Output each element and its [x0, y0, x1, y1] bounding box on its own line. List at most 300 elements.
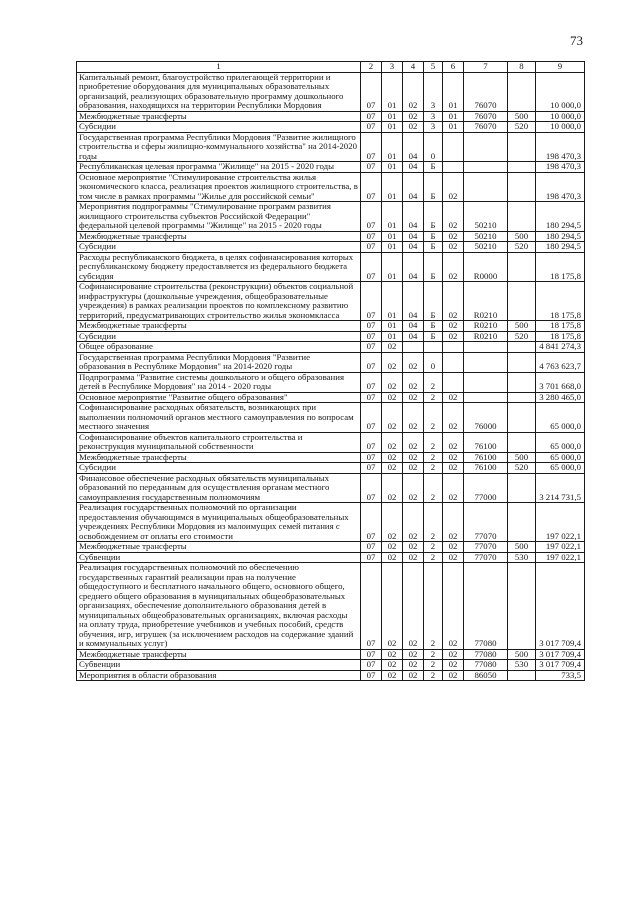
row-code: 02 — [403, 503, 424, 542]
row-code: 02 — [403, 452, 424, 463]
table-row — [77, 122, 585, 133]
row-description: Мероприятия подпрограммы "Стимулирование программ развития жилищного строительства субъектов Российской Федерации" федеральной целевой программы "Жилище" на 2015 - 2020 годы — [77, 202, 361, 232]
row-description: Подпрограмма "Развитие системы дошкольного и общего образования детей в Республике Мордовия" на 2014 - 2020 годы — [77, 372, 361, 392]
row-code: 02 — [443, 552, 464, 563]
row-code — [508, 162, 536, 173]
row-code: 02 — [403, 111, 424, 122]
row-description: Реализация государственных полномочий по организации предоставления обучающимся в муниципальных общеобразовательных учреждениях Республики Мордовия из малоимущих семей питания с освобождением от оплаты его стоимости — [77, 503, 361, 542]
row-description: Государственная программа Республики Мордовия "Развитие образования в Республике Мордовия" на 2014-2020 годы — [77, 352, 361, 372]
row-code — [443, 352, 464, 372]
row-code: 2 — [424, 432, 443, 452]
row-code: 500 — [508, 649, 536, 660]
row-code — [443, 342, 464, 353]
row-code: 02 — [443, 660, 464, 671]
row-code: 76070 — [464, 72, 508, 111]
row-code: 02 — [443, 202, 464, 232]
row-code: 01 — [382, 242, 403, 253]
row-code: 01 — [443, 122, 464, 133]
row-code: 07 — [361, 432, 382, 452]
row-code: 02 — [403, 670, 424, 681]
row-amount: 198 470,3 — [536, 172, 585, 202]
row-amount: 65 000,0 — [536, 463, 585, 474]
row-code: 07 — [361, 252, 382, 282]
row-code: 07 — [361, 473, 382, 503]
row-code: 500 — [508, 542, 536, 553]
row-code: 2 — [424, 463, 443, 474]
row-code: 02 — [443, 649, 464, 660]
row-code: R0000 — [464, 252, 508, 282]
row-code: 02 — [443, 331, 464, 342]
row-code: 02 — [443, 563, 464, 650]
budget-table — [76, 61, 585, 681]
row-code: 02 — [382, 403, 403, 433]
row-code: Б — [424, 162, 443, 173]
row-description: Межбюджетные трансферты — [77, 649, 361, 660]
row-code: 77000 — [464, 473, 508, 503]
row-amount: 18 175,8 — [536, 321, 585, 332]
row-code: 02 — [382, 392, 403, 403]
row-code: 02 — [443, 473, 464, 503]
row-code: 02 — [443, 172, 464, 202]
row-code — [508, 352, 536, 372]
row-code — [403, 342, 424, 353]
row-description: Межбюджетные трансферты — [77, 452, 361, 463]
row-amount: 3 017 709,4 — [536, 649, 585, 660]
row-code: 02 — [443, 242, 464, 253]
row-code: 02 — [403, 660, 424, 671]
row-description: Республиканская целевая программа "Жилище" на 2015 - 2020 годы — [77, 162, 361, 173]
row-code: 2 — [424, 473, 443, 503]
row-code: 02 — [443, 403, 464, 433]
row-amount: 65 000,0 — [536, 432, 585, 452]
row-amount: 197 022,1 — [536, 542, 585, 553]
row-code: 02 — [382, 660, 403, 671]
row-code: 07 — [361, 202, 382, 232]
row-code: 500 — [508, 321, 536, 332]
row-code — [508, 403, 536, 433]
row-code — [464, 172, 508, 202]
row-code: 02 — [443, 452, 464, 463]
row-code: 3 — [424, 122, 443, 133]
row-code: 0 — [424, 352, 443, 372]
row-code: 02 — [403, 552, 424, 563]
row-code: 01 — [382, 172, 403, 202]
table-row — [77, 503, 585, 542]
row-code — [508, 132, 536, 162]
row-code: Б — [424, 252, 443, 282]
page-number: 73 — [570, 33, 583, 48]
row-description: Субсидии — [77, 122, 361, 133]
table-row — [77, 670, 585, 681]
table-row — [77, 72, 585, 111]
row-code: 04 — [403, 132, 424, 162]
row-description: Межбюджетные трансферты — [77, 111, 361, 122]
row-code: R0210 — [464, 331, 508, 342]
table-row — [77, 242, 585, 253]
row-description: Софинансирование расходных обязательств, возникающих при выполнении полномочий органов местного самоуправления по вопросам местного значения — [77, 403, 361, 433]
row-code: Б — [424, 331, 443, 342]
row-code: 02 — [403, 403, 424, 433]
table-row — [77, 331, 585, 342]
row-code: 07 — [361, 162, 382, 173]
row-amount: 10 000,0 — [536, 72, 585, 111]
row-amount: 4 841 274,3 — [536, 342, 585, 353]
row-code — [508, 432, 536, 452]
row-code: 77070 — [464, 552, 508, 563]
row-code: 2 — [424, 660, 443, 671]
row-code: 02 — [382, 342, 403, 353]
row-code: 76100 — [464, 432, 508, 452]
row-amount: 198 470,3 — [536, 132, 585, 162]
row-code: 02 — [382, 563, 403, 650]
row-description: Мероприятия в области образования — [77, 670, 361, 681]
row-code: 02 — [403, 563, 424, 650]
row-code: 04 — [403, 331, 424, 342]
row-code: 02 — [443, 392, 464, 403]
row-code: 3 — [424, 111, 443, 122]
row-code: 02 — [443, 282, 464, 321]
row-description: Капитальный ремонт, благоустройство прилегающей территории и приобретение оборудования для муниципальных образовательных организаций, реализующих образовательную программу дошкольного образования, находящихся на территории Республики Мордовия — [77, 72, 361, 111]
row-code: R0210 — [464, 321, 508, 332]
row-description: Государственная программа Республики Мордовия "Развитие жилищного строительства и сферы жилищно-коммунального хозяйства" на 2014-2020 годы — [77, 132, 361, 162]
row-code: 02 — [443, 542, 464, 553]
row-code: 01 — [382, 122, 403, 133]
row-code: 2 — [424, 372, 443, 392]
row-code: 3 — [424, 72, 443, 111]
row-code — [464, 342, 508, 353]
row-code: 01 — [382, 321, 403, 332]
row-code: 07 — [361, 72, 382, 111]
row-code: 07 — [361, 670, 382, 681]
row-amount: 18 175,8 — [536, 282, 585, 321]
table-row — [77, 432, 585, 452]
row-code: Б — [424, 231, 443, 242]
row-amount: 3 280 465,0 — [536, 392, 585, 403]
column-header: 1 — [77, 62, 361, 73]
row-code: 2 — [424, 403, 443, 433]
row-code: Б — [424, 172, 443, 202]
row-code: 04 — [403, 162, 424, 173]
row-code — [508, 72, 536, 111]
row-code — [508, 252, 536, 282]
row-code — [464, 392, 508, 403]
column-header: 8 — [508, 62, 536, 73]
row-amount: 18 175,8 — [536, 331, 585, 342]
row-code — [508, 172, 536, 202]
row-code — [508, 503, 536, 542]
row-code: 02 — [403, 649, 424, 660]
row-code: R0210 — [464, 282, 508, 321]
row-description: Субсидии — [77, 331, 361, 342]
row-code — [464, 372, 508, 392]
row-code: 04 — [403, 242, 424, 253]
row-description: Финансовое обеспечение расходных обязательств муниципальных образований по переданным для осуществления органам местного самоуправления государственным полномочиям — [77, 473, 361, 503]
table-row — [77, 321, 585, 332]
row-code — [508, 372, 536, 392]
row-code: 77070 — [464, 542, 508, 553]
row-description: Межбюджетные трансферты — [77, 231, 361, 242]
row-amount: 4 763 623,7 — [536, 352, 585, 372]
row-code: 02 — [443, 321, 464, 332]
table-row — [77, 392, 585, 403]
row-code: 520 — [508, 242, 536, 253]
row-code: 77080 — [464, 660, 508, 671]
row-amount: 180 294,5 — [536, 202, 585, 232]
table-row — [77, 342, 585, 353]
row-code: 02 — [403, 392, 424, 403]
table-row — [77, 552, 585, 563]
row-amount: 180 294,5 — [536, 231, 585, 242]
row-code: Б — [424, 242, 443, 253]
row-code: 02 — [382, 452, 403, 463]
table-row — [77, 252, 585, 282]
row-code: 77070 — [464, 503, 508, 542]
table-row — [77, 352, 585, 372]
row-code: 07 — [361, 392, 382, 403]
row-code: 520 — [508, 463, 536, 474]
row-code: 2 — [424, 563, 443, 650]
row-code: 2 — [424, 452, 443, 463]
column-header: 3 — [382, 62, 403, 73]
row-code: 02 — [403, 372, 424, 392]
row-code: 02 — [382, 473, 403, 503]
row-code: 01 — [443, 72, 464, 111]
row-code: 01 — [382, 162, 403, 173]
row-code: 02 — [382, 542, 403, 553]
row-code: 02 — [443, 503, 464, 542]
row-code: 07 — [361, 660, 382, 671]
column-header: 7 — [464, 62, 508, 73]
row-code: 0 — [424, 132, 443, 162]
row-code: 02 — [443, 252, 464, 282]
column-header: 6 — [443, 62, 464, 73]
row-code: 07 — [361, 352, 382, 372]
row-code: 76070 — [464, 111, 508, 122]
row-amount: 3 017 709,4 — [536, 563, 585, 650]
row-code: Б — [424, 321, 443, 332]
row-code: 04 — [403, 202, 424, 232]
row-code — [508, 342, 536, 353]
row-code: 02 — [403, 122, 424, 133]
row-code — [443, 162, 464, 173]
row-code — [464, 352, 508, 372]
row-code: Б — [424, 202, 443, 232]
row-code: 86050 — [464, 670, 508, 681]
row-code: 07 — [361, 242, 382, 253]
row-code: 2 — [424, 542, 443, 553]
table-row — [77, 231, 585, 242]
row-code: 01 — [382, 282, 403, 321]
row-description: Субсидии — [77, 242, 361, 253]
row-code: 02 — [443, 432, 464, 452]
column-header: 5 — [424, 62, 443, 73]
row-code: 500 — [508, 452, 536, 463]
row-description: Софинансирование объектов капитального строительства и реконструкция муниципальной собственности — [77, 432, 361, 452]
row-code: 520 — [508, 122, 536, 133]
row-code: 520 — [508, 331, 536, 342]
row-description: Основное мероприятие "Стимулирование строительства жилья экономического класса, реализация проектов жилищного строительства, в том числе в рамках программы "Жилье для российской семьи" — [77, 172, 361, 202]
row-code: 2 — [424, 670, 443, 681]
table-row — [77, 403, 585, 433]
row-amount: 65 000,0 — [536, 403, 585, 433]
row-amount: 197 022,1 — [536, 552, 585, 563]
row-code: 02 — [382, 463, 403, 474]
row-code: 2 — [424, 552, 443, 563]
row-code: 76070 — [464, 122, 508, 133]
row-code: 07 — [361, 122, 382, 133]
table-row — [77, 202, 585, 232]
column-header: 9 — [536, 62, 585, 73]
table-row — [77, 452, 585, 463]
row-amount: 10 000,0 — [536, 111, 585, 122]
table-row — [77, 111, 585, 122]
table-row — [77, 372, 585, 392]
row-code: 01 — [382, 132, 403, 162]
row-code — [508, 473, 536, 503]
row-amount: 198 470,3 — [536, 162, 585, 173]
row-code: 76100 — [464, 452, 508, 463]
column-header: 2 — [361, 62, 382, 73]
table-row — [77, 132, 585, 162]
row-code: 02 — [382, 649, 403, 660]
row-code: 02 — [403, 542, 424, 553]
row-code: 07 — [361, 282, 382, 321]
row-amount: 3 017 709,4 — [536, 660, 585, 671]
row-code — [443, 132, 464, 162]
table-row — [77, 172, 585, 202]
row-description: Субсидии — [77, 463, 361, 474]
row-code: 02 — [443, 231, 464, 242]
row-code: 01 — [382, 331, 403, 342]
row-code: 76000 — [464, 403, 508, 433]
row-code: 07 — [361, 563, 382, 650]
table-row — [77, 660, 585, 671]
row-code — [443, 372, 464, 392]
row-code: 07 — [361, 172, 382, 202]
row-code: 50210 — [464, 242, 508, 253]
row-code: 02 — [382, 352, 403, 372]
row-code: 07 — [361, 552, 382, 563]
row-code — [508, 202, 536, 232]
row-code: 530 — [508, 552, 536, 563]
row-code: 01 — [382, 72, 403, 111]
row-amount: 3 214 731,5 — [536, 473, 585, 503]
row-code — [508, 563, 536, 650]
row-code: 530 — [508, 660, 536, 671]
row-code: 76100 — [464, 463, 508, 474]
row-code: 07 — [361, 342, 382, 353]
row-code: 02 — [403, 432, 424, 452]
row-code: 02 — [403, 352, 424, 372]
row-code: 02 — [443, 670, 464, 681]
row-amount: 180 294,5 — [536, 242, 585, 253]
row-code: 01 — [382, 231, 403, 242]
row-code: 07 — [361, 231, 382, 242]
row-code: 07 — [361, 372, 382, 392]
row-code: Б — [424, 282, 443, 321]
row-code: 50210 — [464, 231, 508, 242]
row-amount: 3 701 668,0 — [536, 372, 585, 392]
row-code: 2 — [424, 392, 443, 403]
row-code: 07 — [361, 452, 382, 463]
row-code: 07 — [361, 463, 382, 474]
row-code: 01 — [382, 111, 403, 122]
table-row — [77, 162, 585, 173]
row-code: 77080 — [464, 563, 508, 650]
row-amount: 18 175,8 — [536, 252, 585, 282]
row-code: 04 — [403, 231, 424, 242]
row-code: 02 — [382, 372, 403, 392]
row-code: 02 — [403, 463, 424, 474]
row-description: Основное мероприятие "Развитие общего образования" — [77, 392, 361, 403]
row-code: 02 — [443, 463, 464, 474]
table-row — [77, 282, 585, 321]
budget-table-body — [77, 62, 585, 681]
table-row — [77, 563, 585, 650]
row-description: Субвенции — [77, 552, 361, 563]
row-code: 500 — [508, 111, 536, 122]
row-code: 50210 — [464, 202, 508, 232]
row-code: 01 — [443, 111, 464, 122]
row-code: 07 — [361, 649, 382, 660]
row-description: Софинансирование строительства (реконструкции) объектов социальной инфраструктуры (дошкольные учреждения, общеобразовательные учреждения) в рамках реализации проектов по комплексному развитию территорий, предусматривающих строительство жилья экономкласса — [77, 282, 361, 321]
row-code: 02 — [382, 552, 403, 563]
row-code: 02 — [382, 503, 403, 542]
row-description: Расходы республиканского бюджета, в целях софинансирования которых республиканскому бюджету предоставляется из федерального бюджета субсидия — [77, 252, 361, 282]
row-description: Общее образование — [77, 342, 361, 353]
row-code: 500 — [508, 231, 536, 242]
row-code: 02 — [403, 473, 424, 503]
row-code: 07 — [361, 331, 382, 342]
row-code: 07 — [361, 132, 382, 162]
row-code: 02 — [403, 72, 424, 111]
row-code: 04 — [403, 172, 424, 202]
row-code: 02 — [382, 670, 403, 681]
row-code: 04 — [403, 321, 424, 332]
table-row — [77, 463, 585, 474]
row-code: 07 — [361, 321, 382, 332]
row-code — [464, 162, 508, 173]
row-code: 07 — [361, 542, 382, 553]
row-description: Субвенции — [77, 660, 361, 671]
row-amount: 733,5 — [536, 670, 585, 681]
column-header: 4 — [403, 62, 424, 73]
table-row — [77, 649, 585, 660]
row-code: 01 — [382, 202, 403, 232]
row-code — [508, 282, 536, 321]
row-description: Межбюджетные трансферты — [77, 321, 361, 332]
row-code — [508, 392, 536, 403]
row-code — [508, 670, 536, 681]
row-code: 01 — [382, 252, 403, 282]
row-code: 04 — [403, 282, 424, 321]
row-description: Реализация государственных полномочий по обеспечению государственных гарантий реализации прав на получение общедоступного и бесплатного начального общего, основного общего, среднего общего образования в муниципальных общеобразовательных организациях, обеспечение дополнительного образования детей в муниципальных общеобразовательных организациях, включая расходы на оплату труда, приобретение учебников и учебных пособий, средств обучения, игр, игрушек (за исключением расходов на содержание зданий и коммунальных услуг) — [77, 563, 361, 650]
row-amount: 10 000,0 — [536, 122, 585, 133]
table-row — [77, 542, 585, 553]
row-code: 07 — [361, 111, 382, 122]
row-amount: 197 022,1 — [536, 503, 585, 542]
row-description: Межбюджетные трансферты — [77, 542, 361, 553]
row-code — [424, 342, 443, 353]
row-amount: 65 000,0 — [536, 452, 585, 463]
row-code: 07 — [361, 403, 382, 433]
row-code: 07 — [361, 503, 382, 542]
table-row — [77, 473, 585, 503]
row-code: 2 — [424, 503, 443, 542]
row-code: 02 — [382, 432, 403, 452]
row-code — [464, 132, 508, 162]
table-header-row — [77, 62, 585, 73]
